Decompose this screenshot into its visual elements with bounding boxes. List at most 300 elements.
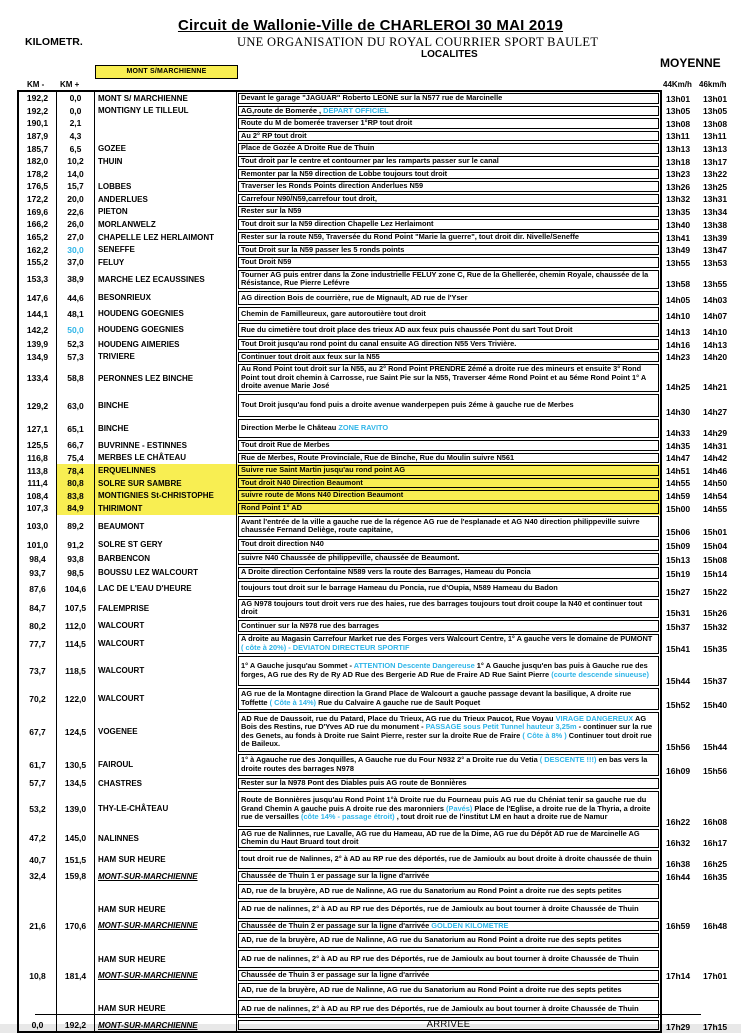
- table-row: [17, 180, 739, 193]
- time-46-cell: 14h50: [703, 478, 728, 489]
- instruction-box: [238, 219, 659, 230]
- locality-cell: [95, 338, 237, 351]
- km-minus-cell: 129,2: [17, 393, 57, 418]
- time-46-cell: 13h55: [703, 278, 728, 289]
- instruction-warning-text: ( DESCENTE !!!): [539, 755, 597, 765]
- time-46-cell: 16h48: [703, 921, 728, 932]
- instruction-box: [238, 754, 659, 776]
- time-44-cell: 13h08: [666, 118, 691, 129]
- time-44-cell: [662, 982, 701, 999]
- locality-label: MONT-SUR-MARCHIENNE: [98, 1020, 198, 1030]
- time-44-cell: [662, 949, 701, 969]
- time-44-cell: [662, 932, 701, 949]
- time-44-cell: 15h56: [666, 741, 691, 752]
- locality-label: MONT S/ MARCHIENNE: [98, 93, 188, 103]
- instruction-text: Rester sur la N978 Pont des Diables puis AG route de Bonnières: [241, 778, 467, 788]
- instruction-box: [238, 257, 659, 268]
- instruction-box: [238, 323, 659, 337]
- locality-label: MONTIGNY LE TILLEUL: [98, 106, 189, 116]
- instruction-text: A droite au Magasin Carrefour Market rue des Forges vers Walcourt Centre, 1° A gauche vers le domaine de PUMONT ( côte à 20%) - DEVIATON DIRECTEUR SPORTIF: [241, 634, 653, 652]
- table-row: [17, 130, 739, 143]
- time-46-cell: 13h31: [703, 194, 728, 205]
- time-44-cell: 15h31: [666, 607, 691, 618]
- table-row: [17, 117, 739, 130]
- km-plus-cell: 93,8: [57, 552, 95, 566]
- time-46-cell: 14h42: [703, 453, 728, 464]
- table-row: [17, 439, 739, 452]
- km-plus-cell: 80,8: [57, 477, 95, 490]
- locality-cell: [95, 580, 237, 598]
- table-row: [17, 849, 739, 870]
- instruction-cell: [237, 949, 662, 969]
- time-44-cell: 14h55: [666, 478, 691, 489]
- instruction-text: AD, rue de la bruyère, AD rue de Nalinne, AG rue du Sanatorium au Rond Point a droite rue des septs petites: [241, 935, 622, 945]
- instruction-cell: [237, 790, 662, 828]
- locality-cell: [95, 290, 237, 306]
- instruction-cell: [237, 538, 662, 552]
- km-plus-cell: 83,8: [57, 489, 95, 502]
- locality-cell: [95, 393, 237, 418]
- time-44-cell: 16h59: [666, 921, 691, 932]
- km-plus-cell: 66,7: [57, 439, 95, 452]
- instruction-cell: [237, 393, 662, 418]
- time-44-cell: 14h16: [666, 339, 691, 350]
- km-minus-cell: 80,2: [17, 619, 57, 633]
- time-44-cell: 16h09: [666, 765, 691, 776]
- locality-cell: [95, 464, 237, 477]
- time-46-cell: 14h21: [703, 382, 728, 393]
- instruction-text: Tout Droit jusqu'au rond point du canal ensuite AG direction N55 Vers Trivière.: [241, 338, 517, 348]
- instruction-cell: [237, 883, 662, 900]
- locality-cell: [95, 790, 237, 828]
- col-header-speed-46: 46km/h: [699, 80, 727, 89]
- table-row: [17, 566, 739, 580]
- table-row: [17, 105, 739, 118]
- km-plus-cell: 118,5: [57, 655, 95, 687]
- locality-label: NALINNES: [98, 833, 139, 843]
- instruction-box: [238, 232, 659, 243]
- instruction-box: [238, 921, 659, 932]
- time-44-cell: 13h23: [666, 169, 691, 180]
- instruction-cell: [237, 711, 662, 753]
- instruction-cell: [237, 338, 662, 351]
- locality-label: HAM SUR HEURE: [98, 1004, 166, 1014]
- time-44-cell: 15h52: [666, 699, 691, 710]
- col-header-km-plus: KM +: [60, 80, 80, 89]
- time-44-cell: [662, 777, 701, 790]
- instruction-cell: [237, 256, 662, 269]
- km-minus-cell: [17, 982, 57, 999]
- instruction-box: [238, 871, 659, 882]
- locality-cell: [95, 849, 237, 870]
- time-44-cell: [662, 900, 701, 920]
- km-plus-cell: [57, 999, 95, 1019]
- time-44-cell: 13h18: [666, 156, 691, 167]
- locality-cell: [95, 439, 237, 452]
- km-plus-cell: 98,5: [57, 566, 95, 580]
- time-44-cell: 15h27: [666, 586, 691, 597]
- time-44-cell: 14h33: [666, 428, 691, 439]
- instruction-text: Rue de Merbes, Route Provinciale, Rue de Binche, Rue du Moulin suivre N561: [241, 452, 515, 462]
- instruction-text: Rond Point 1° AD: [241, 503, 302, 513]
- locality-label: MARCHE LEZ ECAUSSINES: [98, 274, 205, 284]
- time-46-cell: 16h08: [703, 816, 728, 827]
- time-46-cell: [701, 982, 737, 999]
- time-46-cell: 15h37: [703, 675, 728, 686]
- instruction-text: Place de Gozée A Droite Rue de Thuin: [241, 143, 375, 153]
- instruction-cell: [237, 193, 662, 206]
- table-row: [17, 142, 739, 155]
- instruction-cell: [237, 231, 662, 244]
- instruction-cell: [237, 580, 662, 598]
- instruction-text: Rester sur la route N59, Traversée du Rond Point "Marie la guerre", tout droit dir. Nivelle/Seneffe: [241, 231, 580, 241]
- locality-cell: [95, 538, 237, 552]
- instruction-box: [238, 419, 659, 438]
- instruction-box: [238, 339, 659, 350]
- start-location-box: MONT S/MARCHIENNE: [95, 65, 238, 79]
- time-44-cell: 14h59: [666, 491, 691, 502]
- instruction-text: AG rue de Nalinnes, rue Lavalle, AG rue du Hameau, AD rue de la Dime, AG rue du Dépôt AD rue de Marcinelle AG Chemin du Haut Bruard tout droit: [241, 828, 640, 847]
- time-44-cell: [662, 999, 701, 1019]
- time-46-cell: 15h01: [703, 526, 728, 537]
- km-minus-cell: 125,5: [17, 439, 57, 452]
- time-44-cell: 15h41: [666, 643, 691, 654]
- time-46-cell: 14h10: [703, 326, 728, 337]
- time-46-cell: 14h46: [703, 465, 728, 476]
- instruction-box: [238, 503, 659, 514]
- locality-label: SOLRE SUR SAMBRE: [98, 478, 182, 488]
- locality-label: LOBBES: [98, 181, 132, 191]
- locality-cell: [95, 218, 237, 231]
- km-minus-cell: [17, 999, 57, 1019]
- km-minus-cell: 84,7: [17, 598, 57, 619]
- instruction-cell: [237, 502, 662, 515]
- time-46-cell: 15h08: [703, 554, 728, 565]
- locality-cell: [95, 969, 237, 982]
- km-plus-cell: 50,0: [57, 322, 95, 338]
- instruction-text: Carrefour N90/N59,carrefour tout droit,: [241, 193, 377, 203]
- instruction-cell: [237, 439, 662, 452]
- time-44-cell: 15h44: [666, 675, 691, 686]
- table-row: [17, 363, 739, 393]
- locality-cell: [95, 777, 237, 790]
- table-row: [17, 351, 739, 364]
- time-46-cell: 14h29: [703, 428, 728, 439]
- instruction-box: [238, 983, 659, 998]
- locality-label: MONT-SUR-MARCHIENNE: [98, 921, 198, 931]
- km-plus-cell: 15,7: [57, 180, 95, 193]
- km-plus-cell: 20,0: [57, 193, 95, 206]
- km-minus-cell: 70,2: [17, 687, 57, 711]
- km-plus-cell: 44,6: [57, 290, 95, 306]
- organisation-subtitle: UNE ORGANISATION DU ROYAL COURRIER SPORT BAULET: [237, 35, 599, 49]
- time-46-cell: 13h38: [703, 219, 728, 230]
- instruction-text: Tourner AG puis entrer dans la Zone industrielle FELUY zone C, Rue de la Ghellerée, chemin Royale, chaussée de la Résistance, Rue Pierre Lefévre: [241, 269, 649, 288]
- time-44-cell: 17h29: [666, 1022, 691, 1033]
- instruction-box: [238, 465, 659, 476]
- time-44-cell: 14h10: [666, 310, 691, 321]
- instruction-cell: [237, 932, 662, 949]
- instruction-cell: [237, 244, 662, 257]
- km-minus-cell: 93,7: [17, 566, 57, 580]
- instruction-cell: [237, 999, 662, 1019]
- instruction-text: Au 2° RP tout droit: [241, 130, 307, 140]
- km-plus-cell: 48,1: [57, 306, 95, 322]
- instruction-cell: [237, 982, 662, 999]
- locality-cell: [95, 477, 237, 490]
- instruction-cell: [237, 105, 662, 118]
- table-row: [17, 828, 739, 849]
- table-row: [17, 464, 739, 477]
- km-plus-cell: 91,2: [57, 538, 95, 552]
- instruction-cell: [237, 900, 662, 920]
- table-row: [17, 920, 739, 933]
- instruction-cell: [237, 180, 662, 193]
- locality-label: MONT-SUR-MARCHIENNE: [98, 871, 198, 881]
- km-plus-cell: [57, 932, 95, 949]
- km-minus-cell: 176,5: [17, 180, 57, 193]
- locality-cell: [95, 269, 237, 290]
- km-plus-cell: 159,8: [57, 870, 95, 883]
- table-row: [17, 753, 739, 777]
- locality-label: BINCHE: [98, 401, 129, 411]
- instruction-cell: [237, 828, 662, 849]
- locality-label: THUIN: [98, 156, 123, 166]
- time-44-cell: 15h00: [666, 503, 691, 514]
- km-plus-cell: 27,0: [57, 231, 95, 244]
- time-44-cell: 13h01: [666, 93, 691, 104]
- locality-cell: [95, 900, 237, 920]
- instruction-text: Suivre rue Saint Martin jusqu'au rond point AG: [241, 465, 406, 475]
- km-plus-cell: 84,9: [57, 502, 95, 515]
- instruction-box: [238, 291, 659, 305]
- instruction-warning-text: GOLDEN KILOMETRE: [431, 920, 509, 930]
- instruction-box: [238, 901, 659, 919]
- instruction-text: Chaussée de Thuin 2 er passage sur la ligne d'arrivée GOLDEN KILOMETRE: [241, 920, 509, 930]
- instruction-cell: [237, 598, 662, 619]
- km-minus-cell: 103,0: [17, 515, 57, 538]
- time-46-cell: 14h20: [703, 352, 728, 363]
- km-minus-cell: 21,6: [17, 920, 57, 933]
- instruction-cell: [237, 464, 662, 477]
- table-row: [17, 999, 739, 1019]
- time-46-cell: 13h25: [703, 181, 728, 192]
- km-minus-cell: [17, 900, 57, 920]
- table-row: [17, 969, 739, 982]
- locality-cell: [95, 999, 237, 1019]
- instruction-box: [238, 453, 659, 464]
- km-minus-cell: 116,8: [17, 452, 57, 465]
- km-minus-cell: 187,9: [17, 130, 57, 143]
- instruction-text: tout droit rue de Nalinnes, 2° à AD au RP rue des déportés, rue de Jamioulx au bout droite à droite chaussée de thuin: [241, 854, 652, 864]
- locality-cell: [95, 193, 237, 206]
- instruction-box: [238, 933, 659, 948]
- km-minus-cell: 61,7: [17, 753, 57, 777]
- km-minus-cell: 162,2: [17, 244, 57, 257]
- instruction-box: [238, 106, 659, 117]
- table-row: [17, 552, 739, 566]
- km-minus-cell: 172,2: [17, 193, 57, 206]
- instruction-box: [238, 581, 659, 597]
- instruction-cell: [237, 155, 662, 168]
- table-row: [17, 790, 739, 828]
- table-row: [17, 193, 739, 206]
- time-44-cell: 17h14: [666, 970, 691, 981]
- locality-label: FALEMPRISE: [98, 603, 150, 613]
- table-row: [17, 633, 739, 655]
- km-plus-cell: 6,5: [57, 142, 95, 155]
- table-row: [17, 1019, 739, 1033]
- instruction-text: ARRIVEE: [426, 1018, 471, 1030]
- time-44-cell: 14h47: [666, 453, 691, 464]
- km-minus-cell: 10,8: [17, 969, 57, 982]
- instruction-cell: [237, 205, 662, 218]
- time-46-cell: [701, 949, 737, 969]
- table-row: [17, 218, 739, 231]
- km-minus-cell: 107,3: [17, 502, 57, 515]
- instruction-warning-text: (courte descende sinueuse): [551, 669, 649, 679]
- time-46-cell: 15h44: [703, 741, 728, 752]
- km-minus-cell: 134,9: [17, 351, 57, 364]
- km-plus-cell: 78,4: [57, 464, 95, 477]
- km-plus-cell: 10,2: [57, 155, 95, 168]
- instruction-cell: [237, 117, 662, 130]
- instruction-text: Tout droit direction N40: [241, 539, 324, 549]
- instruction-text: AG N978 toujours tout droit vers rue des haies, rue des barrages toujours tout droit coupe la N40 et continuer tout droit: [241, 598, 643, 617]
- instruction-warning-text: ( côte à 20%) - DEVIATON DIRECTEUR SPORTIF: [241, 642, 410, 652]
- locality-cell: [95, 155, 237, 168]
- instruction-cell: [237, 753, 662, 777]
- instruction-text: AD rue de nalinnes, 2° à AD au RP rue des Déportés, rue de Jamioulx au bout tourner à droite Chaussée de Thuin: [241, 1003, 639, 1013]
- time-44-cell: 13h55: [666, 257, 691, 268]
- instruction-warning-text: (Pavés): [446, 803, 473, 813]
- kilometr-label: KILOMETR.: [25, 36, 83, 48]
- locality-cell: [95, 883, 237, 900]
- locality-label: GOZEE: [98, 144, 127, 154]
- instruction-box: [238, 490, 659, 501]
- locality-label: BESONRIEUX: [98, 293, 151, 303]
- instruction-text: AD, rue de la bruyère, AD rue de Nalinne, AG rue du Sanatorium au Rond Point a droite rue des septs petites: [241, 885, 622, 895]
- time-44-cell: 13h11: [666, 131, 690, 142]
- km-plus-cell: 145,0: [57, 828, 95, 849]
- instruction-box: [238, 478, 659, 489]
- locality-label: BEAUMONT: [98, 521, 145, 531]
- locality-label: HAM SUR HEURE: [98, 954, 166, 964]
- instruction-text: Chemin de Familleureux, gare autoroutière tout droit: [241, 308, 426, 318]
- instruction-text: Tout Droit N59: [241, 257, 292, 267]
- instruction-text: AG rue de la Montagne direction la Grand Place de Walcourt a gauche passage devant la basilique, A droite rue Toffette ( Côte à 14%) Rue du Calvaire A gauche rue de Sault Poquet: [241, 689, 632, 707]
- page-title: Circuit de Wallonie-Ville de CHARLEROI 30 MAI 2019: [177, 17, 564, 34]
- locality-cell: [95, 655, 237, 687]
- locality-label: MONTIGNIES St-CHRISTOPHE: [98, 491, 214, 501]
- locality-label: BOUSSU LEZ WALCOURT: [98, 568, 198, 578]
- instruction-cell: [237, 306, 662, 322]
- km-plus-cell: 181,4: [57, 969, 95, 982]
- locality-label: HOUDENG AIMERIES: [98, 339, 180, 349]
- instruction-cell: [237, 168, 662, 181]
- locality-cell: [95, 566, 237, 580]
- km-minus-cell: 144,1: [17, 306, 57, 322]
- instruction-cell: [237, 566, 662, 580]
- instruction-text: Tout droit par le centre et contourner par les ramparts passer sur le canal: [241, 155, 499, 165]
- km-plus-cell: [57, 982, 95, 999]
- km-plus-cell: 134,5: [57, 777, 95, 790]
- instruction-cell: [237, 363, 662, 393]
- table-row: [17, 687, 739, 711]
- km-plus-cell: 37,0: [57, 256, 95, 269]
- locality-label: PIETON: [98, 207, 128, 217]
- km-minus-cell: 113,8: [17, 464, 57, 477]
- time-46-cell: [701, 777, 737, 790]
- time-46-cell: 15h56: [703, 765, 728, 776]
- instruction-cell: [237, 322, 662, 338]
- instruction-warning-text: ZONE RAVITO: [338, 423, 389, 433]
- locality-cell: [95, 130, 237, 143]
- km-minus-cell: 108,4: [17, 489, 57, 502]
- instruction-box: [238, 1020, 659, 1031]
- km-minus-cell: 155,2: [17, 256, 57, 269]
- instruction-cell: [237, 290, 662, 306]
- km-minus-cell: 192,2: [17, 105, 57, 118]
- instruction-text: Tout droit sur la N59 direction Chapelle Lez Herlaimont: [241, 218, 434, 228]
- table-row: [17, 393, 739, 418]
- km-plus-cell: 130,5: [57, 753, 95, 777]
- col-header-speed-44: 44Km/h: [663, 80, 692, 89]
- instruction-text: AG direction Bois de courrière, rue de Mignault, AD rue de l'Yser: [241, 292, 468, 302]
- km-minus-cell: 53,2: [17, 790, 57, 828]
- locality-label: TRIVIERE: [98, 352, 135, 362]
- km-minus-cell: 185,7: [17, 142, 57, 155]
- time-44-cell: [662, 883, 701, 900]
- instruction-text: Continuer sur la N978 rue des barrages: [241, 620, 380, 630]
- time-46-cell: 13h08: [703, 118, 728, 129]
- time-46-cell: 14h31: [703, 440, 728, 451]
- instruction-text: AD Rue de Daussoit, rue du Patard, Place du Trieux, AG rue du Trieux Paucot, Rue Voyau VIRAGE DANGEREUX AG Bois des Restins, rue D'Yves AD rue du monument - PASSAGE sous Petit Tunnel hauteur 3,25m - continuer sur la rue des Genets, au fonds à Droite rue Saint Pierre, rester sur la droite Rue de Fraire ( Côte à 8% ) Continuer tout droit rue de Baileux.: [241, 713, 653, 749]
- instruction-box: [238, 194, 659, 205]
- time-46-cell: [701, 932, 737, 949]
- locality-cell: [95, 687, 237, 711]
- time-46-cell: 16h17: [703, 838, 728, 849]
- instruction-box: [238, 884, 659, 899]
- instruction-cell: [237, 633, 662, 655]
- instruction-text: A Droite direction Cerfontaine N589 vers la route des Barrages, Hameau du Poncia: [241, 567, 531, 577]
- instruction-box: [238, 307, 659, 321]
- time-46-cell: [701, 883, 737, 900]
- km-plus-cell: 63,0: [57, 393, 95, 418]
- locality-label: HOUDENG GOEGNIES: [98, 309, 184, 319]
- instruction-box: [238, 1000, 659, 1018]
- locality-cell: [95, 949, 237, 969]
- instruction-box: [238, 364, 659, 392]
- km-minus-cell: 192,2: [17, 90, 57, 105]
- time-46-cell: 15h14: [703, 568, 728, 579]
- km-plus-cell: 22,6: [57, 205, 95, 218]
- km-plus-cell: 124,5: [57, 711, 95, 753]
- km-plus-cell: 151,5: [57, 849, 95, 870]
- locality-cell: [95, 552, 237, 566]
- time-46-cell: 13h53: [703, 257, 728, 268]
- km-plus-cell: 75,4: [57, 452, 95, 465]
- instruction-box: [238, 169, 659, 180]
- instruction-text: 1° à Agauche rue des Jonquilles, A Gauche rue du Four N932 2° a Droite rue du Vetia ( DESCENTE !!!) en bas vers la droite routes des barrages N978: [241, 755, 648, 773]
- instruction-text: toujours tout droit sur le barrage Hameau du Poncia, rue d'Oupia, N589 Hameau du Badon: [241, 583, 558, 593]
- locality-cell: [95, 753, 237, 777]
- time-46-cell: 13h22: [703, 169, 728, 180]
- locality-label: HOUDENG GOEGNIES: [98, 325, 184, 335]
- km-minus-cell: 101,0: [17, 538, 57, 552]
- km-minus-cell: 127,1: [17, 418, 57, 439]
- instruction-box: [238, 634, 659, 654]
